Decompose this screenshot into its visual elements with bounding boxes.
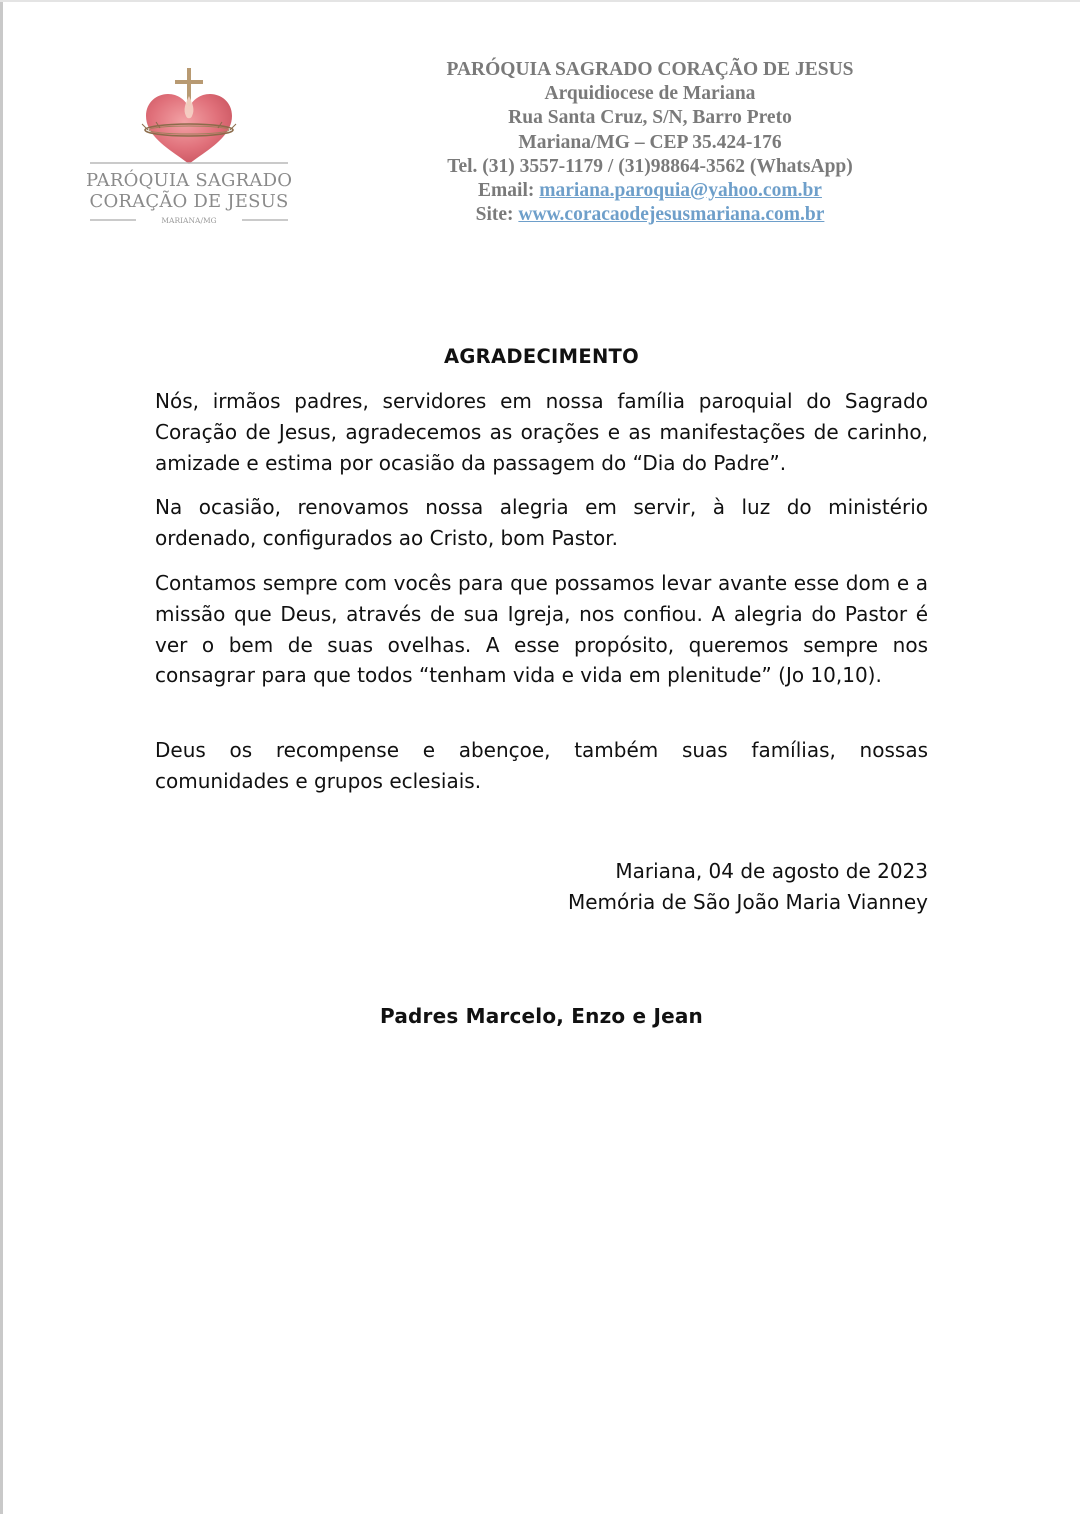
address-line: Rua Santa Cruz, S/N, Barro Preto [508,107,792,129]
logo-subtext: MARIANA/MG [161,216,217,225]
site-link[interactable]: www.coracaodejesusmariana.com.br [518,204,825,226]
parish-logo [86,66,292,230]
date-line: Mariana, 04 de agosto de 2023 [615,859,928,883]
memorial-line: Memória de São João Maria Vianney [567,889,928,914]
logo-text-line2: CORAÇÃO DE JESUS [89,191,289,212]
email-link[interactable]: mariana.paroquia@yahoo.com.br [539,180,822,202]
email-line [330,179,970,203]
page-left-edge [0,0,3,1514]
page-top-edge [0,0,1080,2]
paragraph-3: Contamos sempre com vocês para que possamos levar avante esse dom e a missão que Deus, através de sua Igreja, nos confiou. A alegria do Pastor é ver o bem de suas ovelhas. A esse propósito, queremos sempre nos consagrar para que todos “tenham vida e vida em plenitude” (Jo 10,10). [155,571,928,688]
site-label: Site: [475,204,519,226]
city-line: Mariana/MG – CEP 35.424-176 [518,131,782,153]
email-label: Email: [478,180,540,202]
paragraph-1: Nós, irmãos padres, servidores em nossa família paroquial do Sagrado Coração de Jesus, agradecemos as orações e as manifestações de carinho, amizade e estima por ocasião da passagem do “Dia do Padre”. [155,389,928,475]
phone-line: Tel. (31) 3557-1179 / (31)98864-3562 (WhatsApp) [447,155,853,177]
paragraph-2: Na ocasião, renovamos nossa alegria em servir, à luz do ministério ordenado, configurados ao Cristo, bom Pastor. [155,495,928,550]
logo-text-line1: PARÓQUIA SAGRADO [86,170,293,191]
signature: Padres Marcelo, Enzo e Jean [380,1004,703,1028]
date-block [440,856,928,917]
parish-name: PARÓQUIA SAGRADO CORAÇÃO DE JESUS [446,59,854,80]
paragraph-4: Deus os recompense e abençoe, também suas famílias, nossas comunidades e grupos eclesiais. [155,738,928,793]
document-title: AGRADECIMENTO [443,345,640,368]
site-line [330,203,970,227]
diocese-name: Arquidiocese de Mariana [544,83,756,105]
letterhead [330,58,970,227]
